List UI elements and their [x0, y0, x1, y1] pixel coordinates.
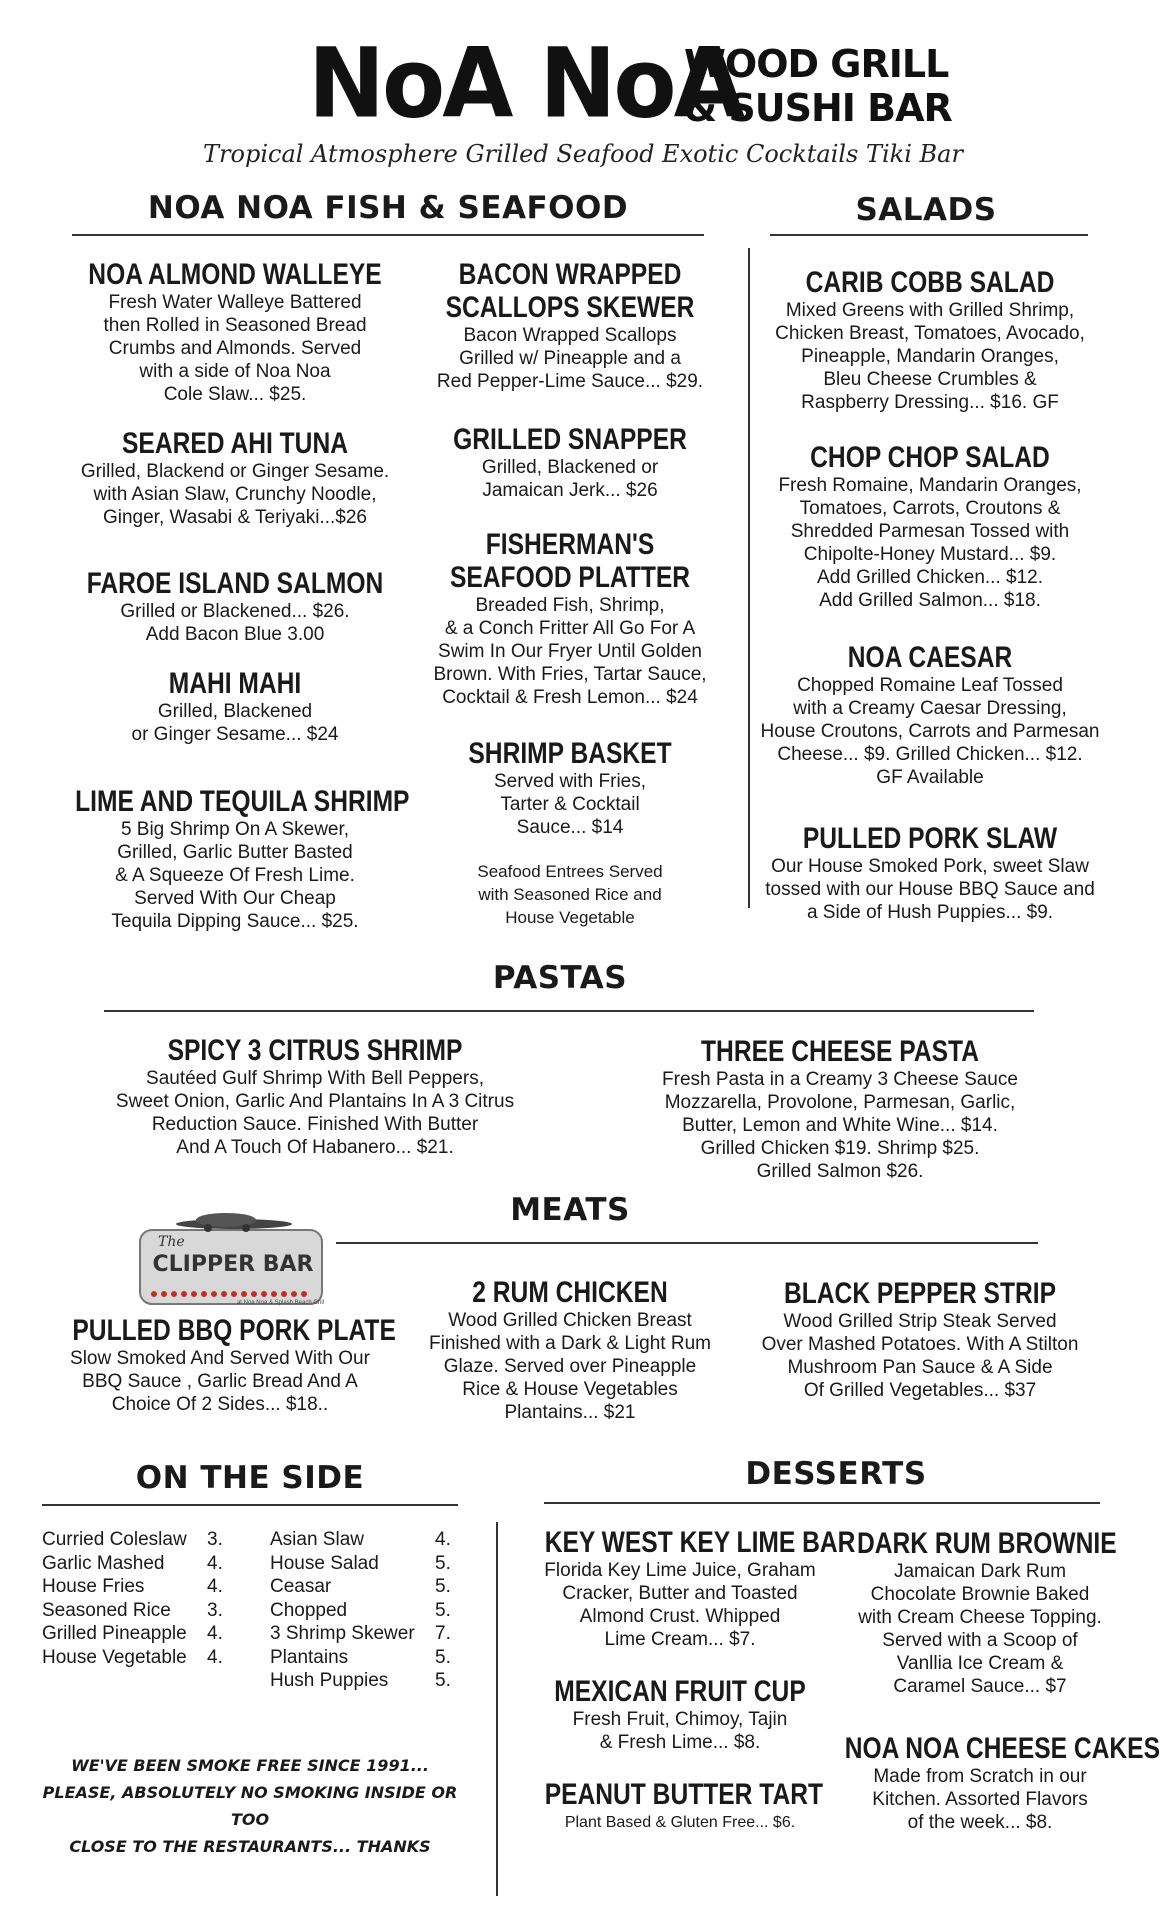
item-description: Plant Based & Gluten Free... $6.: [564, 1814, 796, 1831]
side-name: Plantains: [270, 1646, 349, 1668]
side-name: Hush Puppies: [270, 1670, 389, 1691]
section-title-pastas: PASTAS: [492, 960, 628, 996]
menu-item: [400, 737, 740, 839]
item-description: Mixed Greens with Grilled Shrimp, Chicken Breast, Tomatoes, Avocado, Pineapple, Mandarin Oranges, Bleu Cheese Crumbles & Raspberry Dressing... $16. GF: [775, 300, 1085, 413]
sides-list-left: [42, 1528, 232, 1669]
item-description: Slow Smoked And Served With Our BBQ Sauce , Garlic Bread And A Choice Of 2 Sides... $18..: [70, 1348, 370, 1415]
side-price: 3.: [207, 1599, 223, 1621]
item-description: Served with Fries, Tarter & Cocktail Sauce... $14: [493, 771, 647, 838]
item-name: CHOP CHOP SALAD: [810, 441, 1050, 474]
item-description: Bacon Wrapped Scallops Grilled w/ Pineapple and a Red Pepper-Lime Sauce... $29.: [436, 325, 704, 392]
side-name: Seasoned Rice: [42, 1599, 171, 1621]
side-price: 5.: [435, 1646, 451, 1668]
item-description: Florida Key Lime Juice, Graham Cracker, Butter and Toasted Almond Crust. Whipped Lime Cream... $7.: [544, 1560, 816, 1650]
side-name: House Vegetable: [42, 1646, 187, 1668]
side-name: Ceasar: [270, 1576, 332, 1597]
item-description: Grilled or Blackened... $26. Add Bacon Blue 3.00: [120, 601, 350, 645]
clipper-the: The: [158, 1234, 185, 1250]
menu-item: [515, 1526, 856, 1651]
clipper-name: CLIPPER BAR: [152, 1252, 314, 1277]
menu-item: [40, 258, 430, 406]
list-item: [42, 1599, 232, 1623]
item-description: 5 Big Shrimp On A Skewer, Grilled, Garlic Butter Basted & A Squeeze Of Fresh Lime. Served With Our Cheap Tequila Dipping Sauce... $25.: [111, 819, 359, 932]
menu-item: [40, 785, 430, 933]
item-name: SEAFOOD PLATTER: [449, 561, 691, 594]
menu-item: [400, 258, 740, 393]
item-description: Wood Grilled Chicken Breast Finished with a Dark & Light Rum Glaze. Served over Pineapple Rice & House Vegetables Plantains... $21: [429, 1310, 711, 1423]
side-name: 3 Shrimp Skewer: [270, 1623, 415, 1644]
side-price: 4.: [207, 1646, 223, 1668]
item-name: NOA NOA CHEESE CAKES: [844, 1732, 1160, 1765]
clipper-sub: at Noa Noa & Splash Beach Grill: [236, 1300, 324, 1306]
section-title-meats: MEATS: [510, 1192, 630, 1228]
section-title-side: ON THE SIDE: [135, 1460, 365, 1496]
list-item: [42, 1528, 232, 1552]
list-item: [270, 1646, 460, 1670]
item-name: MEXICAN FRUIT CUP: [554, 1675, 806, 1708]
item-name: KEY WEST KEY LIME BAR: [544, 1526, 856, 1559]
menu-item: [610, 1035, 1070, 1183]
item-name: BLACK PEPPER STRIP: [783, 1277, 1057, 1310]
menu-item: [400, 528, 740, 709]
item-description: Grilled, Blackened or Ginger Sesame... $24: [131, 701, 339, 745]
item-description: Breaded Fish, Shrimp, & a Conch Fritter All Go For A Swim In Our Fryer Until Golden Brown. With Fries, Tartar Sauce, Cocktail & Fresh Lemon... $24: [433, 595, 707, 708]
item-name: SHRIMP BASKET: [468, 737, 672, 770]
side-name: Curried Coleslaw: [42, 1529, 187, 1550]
side-price: 7.: [435, 1623, 451, 1644]
menu-item: [750, 266, 1110, 414]
side-price: 5.: [435, 1670, 451, 1691]
smoke-free-notice: WE'VE BEEN SMOKE FREE SINCE 1991... PLEASE, ABSOLUTELY NO SMOKING INSIDE OR TOO CLOSE TO THE RESTAURANTS... THANKS: [42, 1756, 458, 1856]
section-title-desserts: DESSERTS: [745, 1456, 927, 1492]
side-price: 5.: [435, 1552, 451, 1574]
list-item: [270, 1575, 460, 1599]
list-item: [270, 1552, 460, 1576]
item-name: SPICY 3 CITRUS SHRIMP: [167, 1034, 463, 1067]
item-name: NOA ALMOND WALLEYE: [88, 258, 382, 291]
item-name: SCALLOPS SKEWER: [445, 291, 695, 324]
side-name: Chopped: [270, 1599, 348, 1621]
item-description: Fresh Fruit, Chimoy, Tajin & Fresh Lime... $8.: [572, 1709, 788, 1753]
menu-item: [815, 1732, 1160, 1834]
list-item: [42, 1552, 232, 1576]
divider: [104, 1010, 1034, 1012]
menu-item: [750, 822, 1110, 924]
side-name: Asian Slaw: [270, 1529, 364, 1550]
side-price: 3.: [207, 1529, 223, 1550]
divider: [336, 1242, 1038, 1244]
item-name: BACON WRAPPED: [458, 258, 682, 291]
item-description: Made from Scratch in our Kitchen. Assorted Flavors of the week... $8.: [872, 1766, 1088, 1833]
side-price: 4.: [207, 1623, 223, 1644]
seafood-note: Seafood Entrees Served with Seasoned Rice and House Vegetable: [477, 862, 663, 927]
menu-item: [60, 1034, 570, 1159]
divider: [544, 1502, 1100, 1504]
sides-list-right: [270, 1528, 460, 1693]
item-description: Fresh Pasta in a Creamy 3 Cheese Sauce Mozzarella, Provolone, Parmesan, Garlic, Butter, Lemon and White Wine... $14. Grilled Chicken $19. Shrimp $25. Grilled Salmon $26.: [662, 1069, 1018, 1182]
item-name: 2 RUM CHICKEN: [472, 1276, 668, 1309]
list-item: [42, 1646, 232, 1670]
item-description: Our House Smoked Pork, sweet Slaw tossed with our House BBQ Sauce and a Side of Hush Puppies... $9.: [765, 856, 1095, 923]
side-price: 4.: [207, 1552, 223, 1574]
divider: [72, 234, 704, 236]
list-item: [42, 1622, 232, 1646]
list-item: [270, 1669, 460, 1693]
menu-item: [830, 1527, 1130, 1698]
menu-item: [750, 641, 1110, 789]
item-description: Jamaican Dark Rum Chocolate Brownie Baked with Cream Cheese Topping. Served with a Scoop of Vanllia Ice Cream & Caramel Sauce... $7: [858, 1561, 1102, 1697]
item-name: CARIB COBB SALAD: [805, 266, 1055, 299]
side-price: 5.: [435, 1599, 451, 1621]
menu-item: [750, 441, 1110, 612]
list-item: [270, 1528, 460, 1552]
list-item: [270, 1622, 460, 1646]
logo-main: NoA NoA: [308, 27, 742, 140]
item-description: Grilled, Blackened or Jamaican Jerk... $26: [481, 457, 659, 501]
side-name: Grilled Pineapple: [42, 1623, 187, 1644]
menu-item: [40, 427, 430, 529]
tagline: Tropical Atmosphere Grilled Seafood Exotic Cocktails Tiki Bar: [203, 140, 963, 168]
side-name: Garlic Mashed: [42, 1552, 165, 1574]
item-description: Sautéed Gulf Shrimp With Bell Peppers, Sweet Onion, Garlic And Plantains In A 3 Citrus Reduction Sauce. Finished With Butter And A Touch Of Habanero... $21.: [115, 1068, 515, 1158]
section-title-fish: NOA NOA FISH & SEAFOOD: [147, 190, 629, 226]
side-price: 4.: [207, 1576, 223, 1597]
logo-wood-grill: WOOD GRILL: [684, 42, 949, 86]
divider: [42, 1504, 458, 1506]
menu-item: [515, 1675, 845, 1754]
menu-item: [400, 1276, 740, 1424]
item-name: FAROE ISLAND SALMON: [86, 567, 384, 600]
menu-item: [515, 1778, 845, 1834]
side-name: House Fries: [42, 1576, 145, 1597]
side-price: 4.: [435, 1529, 451, 1550]
list-item: [42, 1575, 232, 1599]
list-item: [270, 1599, 460, 1623]
divider: [770, 234, 1088, 236]
side-name: House Salad: [270, 1552, 379, 1574]
menu-item: [735, 1277, 1105, 1402]
menu-item: [40, 567, 430, 646]
item-name: MAHI MAHI: [168, 667, 302, 700]
item-name: NOA CAESAR: [847, 641, 1013, 674]
item-description: Fresh Romaine, Mandarin Oranges, Tomatoes, Carrots, Croutons & Shredded Parmesan Tossed with Chipolte-Honey Mustard... $9. Add Grilled Chicken... $12. Add Grilled Salmon... $18.: [778, 475, 1082, 611]
item-name: PULLED PORK SLAW: [802, 822, 1058, 855]
item-name: DARK RUM BROWNIE: [857, 1527, 1117, 1560]
section-title-salads: SALADS: [855, 192, 997, 228]
item-name: THREE CHEESE PASTA: [701, 1035, 979, 1068]
item-name: GRILLED SNAPPER: [453, 423, 687, 456]
item-name: PULLED BBQ PORK PLATE: [72, 1314, 396, 1347]
item-name: PEANUT BUTTER TART: [544, 1778, 824, 1811]
item-description: Wood Grilled Strip Steak Served Over Mashed Potatoes. With A Stilton Mushroom Pan Sauce & A Side Of Grilled Vegetables... $37: [761, 1311, 1079, 1401]
item-description: Chopped Romaine Leaf Tossed with a Creamy Caesar Dressing, House Croutons, Carrots and Parmesan Cheese... $9. Grilled Chicken... $12. GF Available: [760, 675, 1100, 788]
item-description: Grilled, Blackend or Ginger Sesame. with Asian Slaw, Crunchy Noodle, Ginger, Wasabi & Teriyaki...$26: [80, 461, 390, 528]
item-name: FISHERMAN'S: [485, 528, 655, 561]
item-name: SEARED AHI TUNA: [122, 427, 348, 460]
item-description: Fresh Water Walleye Battered then Rolled in Seasoned Bread Crumbs and Almonds. Served with a side of Noa Noa Cole Slaw... $25.: [103, 292, 367, 405]
item-name: LIME AND TEQUILA SHRIMP: [75, 785, 410, 818]
menu-item: [400, 423, 740, 502]
clipper-bar-logo: [134, 1208, 328, 1308]
menu-item: [40, 667, 430, 746]
logo-sushi-bar: & SUSHI BAR: [684, 86, 952, 130]
side-price: 5.: [435, 1576, 451, 1597]
menu-item: [40, 1314, 400, 1416]
divider: [496, 1522, 498, 1896]
